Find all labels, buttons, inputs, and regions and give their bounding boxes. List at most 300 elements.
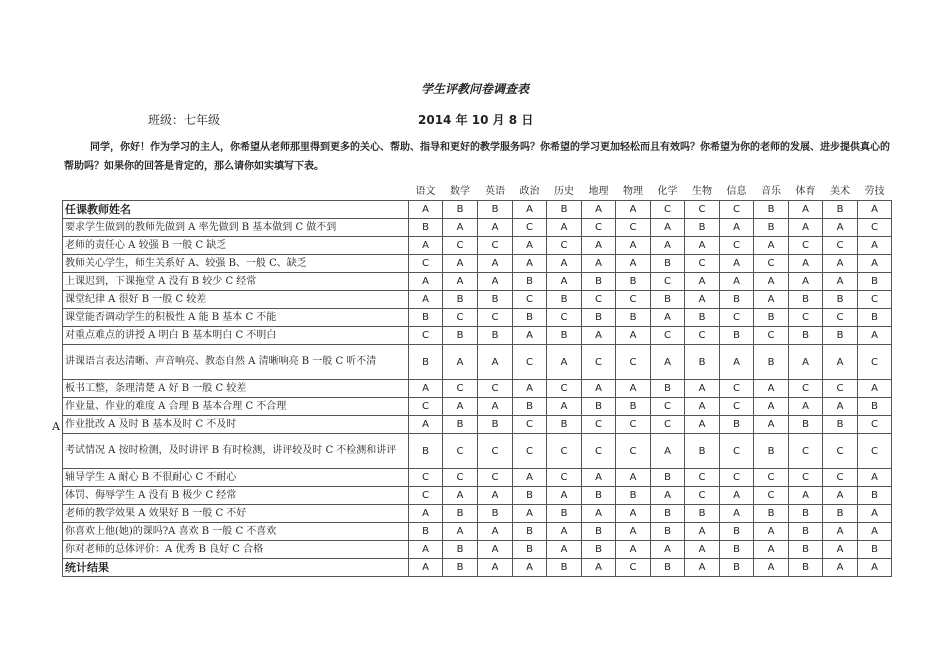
- rating-cell: A: [651, 345, 685, 380]
- rating-cell: B: [651, 380, 685, 398]
- subject-header-cell: 政治: [519, 185, 540, 197]
- question-label: 课堂能否调动学生的积极性 A 能 B 基本 C 不能: [63, 309, 409, 327]
- rating-cell: B: [513, 273, 547, 291]
- subject-header-cell: 物理: [623, 185, 643, 197]
- question-label: 作业批改 A 及时 B 基本及时 C 不及时: [63, 416, 409, 434]
- class-label: 班级：七年级: [148, 113, 221, 127]
- rating-cell: A: [616, 237, 651, 255]
- rating-cell: C: [720, 434, 754, 469]
- rating-cell: A: [720, 219, 754, 237]
- rating-cell: A: [754, 237, 789, 255]
- rating-cell: A: [823, 273, 858, 291]
- rating-cell: C: [616, 219, 651, 237]
- rating-cell: A: [478, 345, 513, 380]
- rating-cell: A: [409, 237, 443, 255]
- rating-cell: A: [858, 559, 892, 577]
- question-label: 对重点难点的讲授 A 明白 B 基本明白 C 不明白: [63, 327, 409, 345]
- rating-cell: A: [789, 255, 823, 273]
- table-row: [63, 327, 892, 345]
- rating-cell: C: [443, 434, 478, 469]
- rating-cell: C: [616, 345, 651, 380]
- rating-cell: A: [789, 487, 823, 505]
- rating-cell: C: [720, 398, 754, 416]
- table-row: [63, 398, 892, 416]
- rating-cell: C: [651, 273, 685, 291]
- rating-cell: A: [685, 416, 720, 434]
- question-label: 体罚、侮辱学生 A 没有 B 极少 C 经常: [63, 487, 409, 505]
- rating-cell: C: [858, 291, 892, 309]
- rating-cell: B: [823, 291, 858, 309]
- rating-cell: B: [513, 309, 547, 327]
- rating-cell: A: [823, 398, 858, 416]
- rating-cell: C: [478, 309, 513, 327]
- rating-cell: A: [582, 327, 616, 345]
- rating-cell: A: [754, 541, 789, 559]
- rating-cell: C: [478, 434, 513, 469]
- rating-cell: C: [651, 327, 685, 345]
- rating-cell: B: [409, 309, 443, 327]
- table-row: [63, 541, 892, 559]
- rating-cell: B: [582, 398, 616, 416]
- rating-cell: A: [582, 237, 616, 255]
- rating-cell: B: [513, 487, 547, 505]
- rating-cell: B: [582, 487, 616, 505]
- rating-cell: B: [651, 559, 685, 577]
- rating-cell: A: [651, 237, 685, 255]
- table-row: [63, 219, 892, 237]
- rating-cell: B: [754, 201, 789, 219]
- rating-cell: B: [823, 505, 858, 523]
- rating-cell: C: [582, 416, 616, 434]
- rating-cell: B: [478, 416, 513, 434]
- rating-cell: B: [443, 505, 478, 523]
- question-label: 老师的责任心 A 较强 B 一般 C 缺乏: [63, 237, 409, 255]
- header-blank-cell: [63, 178, 409, 201]
- rating-cell: A: [582, 559, 616, 577]
- rating-cell: C: [685, 255, 720, 273]
- rating-cell: C: [858, 416, 892, 434]
- rating-cell: A: [720, 255, 754, 273]
- rating-cell: A: [720, 487, 754, 505]
- rating-cell: A: [823, 487, 858, 505]
- rating-cell: A: [547, 273, 582, 291]
- rating-cell: A: [789, 273, 823, 291]
- rating-cell: B: [409, 434, 443, 469]
- rating-cell: A: [582, 380, 616, 398]
- rating-cell: B: [754, 505, 789, 523]
- rating-cell: A: [616, 327, 651, 345]
- rating-cell: A: [754, 559, 789, 577]
- rating-cell: A: [858, 201, 892, 219]
- rating-cell: A: [685, 380, 720, 398]
- rating-cell: A: [823, 559, 858, 577]
- rating-cell: A: [685, 523, 720, 541]
- question-label: 板书工整，条理清楚 A 好 B 一般 C 较差: [63, 380, 409, 398]
- rating-cell: B: [720, 541, 754, 559]
- rating-cell: C: [443, 469, 478, 487]
- rating-cell: C: [858, 345, 892, 380]
- rating-cell: B: [651, 255, 685, 273]
- rating-cell: A: [685, 291, 720, 309]
- rating-cell: C: [720, 237, 754, 255]
- rating-cell: B: [443, 541, 478, 559]
- rating-cell: B: [789, 523, 823, 541]
- table-row: [63, 434, 892, 469]
- rating-cell: B: [858, 309, 892, 327]
- rating-cell: B: [685, 309, 720, 327]
- rating-cell: A: [823, 345, 858, 380]
- rating-cell: C: [409, 327, 443, 345]
- rating-cell: B: [720, 416, 754, 434]
- rating-cell: C: [754, 469, 789, 487]
- rating-cell: C: [789, 237, 823, 255]
- rating-cell: C: [823, 309, 858, 327]
- question-label: 你对老师的总体评价：A 优秀 B 良好 C 合格: [63, 541, 409, 559]
- rating-cell: B: [443, 559, 478, 577]
- table-row: [63, 416, 892, 434]
- rating-cell: B: [754, 219, 789, 237]
- rating-cell: A: [823, 523, 858, 541]
- rating-cell: B: [582, 523, 616, 541]
- rating-cell: A: [754, 380, 789, 398]
- rating-cell: A: [513, 505, 547, 523]
- rating-cell: C: [754, 487, 789, 505]
- rating-cell: C: [616, 559, 651, 577]
- rating-cell: B: [616, 398, 651, 416]
- rating-cell: A: [858, 469, 892, 487]
- rating-cell: C: [685, 487, 720, 505]
- rating-cell: B: [823, 201, 858, 219]
- rating-cell: C: [858, 219, 892, 237]
- rating-cell: C: [513, 219, 547, 237]
- rating-cell: B: [616, 273, 651, 291]
- rating-cell: C: [409, 398, 443, 416]
- rating-cell: A: [720, 273, 754, 291]
- rating-cell: A: [858, 380, 892, 398]
- rating-cell: A: [409, 416, 443, 434]
- rating-cell: A: [789, 201, 823, 219]
- rating-cell: A: [478, 255, 513, 273]
- rating-cell: A: [582, 469, 616, 487]
- rating-cell: A: [789, 345, 823, 380]
- rating-cell: A: [651, 434, 685, 469]
- rating-cell: B: [789, 541, 823, 559]
- rating-cell: A: [409, 291, 443, 309]
- rating-cell: C: [478, 237, 513, 255]
- rating-cell: B: [823, 327, 858, 345]
- table-row: [63, 505, 892, 523]
- rating-cell: B: [513, 398, 547, 416]
- subject-header-cell: 劳技: [864, 185, 885, 197]
- rating-cell: B: [754, 345, 789, 380]
- rating-cell: C: [582, 291, 616, 309]
- rating-cell: C: [443, 380, 478, 398]
- rating-cell: C: [547, 380, 582, 398]
- rating-cell: A: [789, 398, 823, 416]
- rating-cell: B: [547, 327, 582, 345]
- rating-cell: C: [789, 434, 823, 469]
- rating-cell: C: [582, 434, 616, 469]
- rating-cell: B: [858, 541, 892, 559]
- question-label: 任课教师姓名: [63, 201, 409, 219]
- rating-cell: A: [547, 541, 582, 559]
- rating-cell: A: [547, 487, 582, 505]
- rating-cell: B: [685, 505, 720, 523]
- rating-cell: B: [582, 541, 616, 559]
- subject-header-cell: 生物: [692, 185, 712, 197]
- rating-cell: A: [409, 505, 443, 523]
- rating-cell: C: [547, 469, 582, 487]
- rating-cell: A: [685, 559, 720, 577]
- rating-cell: A: [547, 345, 582, 380]
- rating-cell: A: [651, 309, 685, 327]
- rating-cell: B: [651, 469, 685, 487]
- rating-cell: C: [720, 309, 754, 327]
- rating-cell: A: [616, 255, 651, 273]
- subject-header-cell: 英语: [485, 185, 505, 197]
- intro-paragraph: 同学，你好！作为学习的主人，你希望从老师那里得到更多的关心、帮助、指导和更好的教学服务吗？你希望的学习更加轻松而且有效吗？你希望为你的老师的发展、进步提供真心的帮助吗？如果你的回答是肯定的，那么请你如实填写下表。: [64, 142, 890, 172]
- page-title: 学生评教问卷调查表: [420, 82, 529, 96]
- rating-cell: A: [409, 559, 443, 577]
- rating-cell: B: [754, 434, 789, 469]
- rating-cell: A: [582, 201, 616, 219]
- rating-cell: A: [513, 380, 547, 398]
- subject-header-cell: 语文: [415, 185, 436, 197]
- rating-cell: C: [582, 345, 616, 380]
- rating-cell: A: [823, 219, 858, 237]
- rating-cell: A: [616, 201, 651, 219]
- rating-cell: C: [443, 309, 478, 327]
- rating-cell: C: [823, 434, 858, 469]
- rating-cell: A: [547, 219, 582, 237]
- rating-cell: B: [409, 345, 443, 380]
- rating-cell: A: [754, 523, 789, 541]
- rating-cell: A: [443, 345, 478, 380]
- rating-cell: C: [720, 469, 754, 487]
- question-label: 老师的教学效果 A 效果好 B 一般 C 不好: [63, 505, 409, 523]
- rating-cell: C: [823, 469, 858, 487]
- rating-cell: A: [754, 291, 789, 309]
- rating-cell: B: [651, 291, 685, 309]
- rating-cell: B: [651, 523, 685, 541]
- rating-cell: B: [720, 523, 754, 541]
- rating-cell: A: [616, 469, 651, 487]
- rating-cell: A: [443, 273, 478, 291]
- rating-cell: B: [754, 309, 789, 327]
- rating-cell: A: [651, 541, 685, 559]
- rating-cell: A: [478, 487, 513, 505]
- rating-cell: A: [582, 505, 616, 523]
- rating-cell: B: [858, 487, 892, 505]
- rating-cell: A: [547, 398, 582, 416]
- rating-cell: A: [478, 398, 513, 416]
- rating-cell: B: [443, 416, 478, 434]
- rating-cell: B: [409, 523, 443, 541]
- subject-header-cell: 历史: [554, 185, 574, 197]
- rating-cell: A: [513, 237, 547, 255]
- rating-cell: C: [478, 380, 513, 398]
- rating-cell: A: [443, 255, 478, 273]
- rating-cell: A: [582, 255, 616, 273]
- rating-cell: C: [616, 291, 651, 309]
- subject-header-cell: 地理: [588, 185, 609, 197]
- rating-cell: A: [823, 541, 858, 559]
- rating-cell: A: [616, 505, 651, 523]
- rating-cell: B: [547, 291, 582, 309]
- rating-cell: B: [547, 559, 582, 577]
- rating-cell: B: [858, 273, 892, 291]
- rating-cell: C: [478, 469, 513, 487]
- subject-header-cell: 体育: [795, 185, 816, 197]
- subject-header-cell: 信息: [726, 185, 747, 197]
- rating-cell: A: [651, 219, 685, 237]
- rating-cell: A: [754, 416, 789, 434]
- rating-cell: B: [858, 398, 892, 416]
- rating-cell: B: [478, 327, 513, 345]
- survey-table: [62, 178, 892, 577]
- rating-cell: B: [789, 559, 823, 577]
- question-label: 辅导学生 A 耐心 B 不很耐心 C 不耐心: [63, 469, 409, 487]
- rating-cell: C: [685, 327, 720, 345]
- rating-cell: C: [547, 434, 582, 469]
- table-row: [63, 487, 892, 505]
- table-row: [63, 523, 892, 541]
- table-row: [63, 255, 892, 273]
- survey-table-body: [63, 178, 892, 577]
- rating-cell: B: [547, 505, 582, 523]
- rating-cell: B: [478, 505, 513, 523]
- rating-cell: C: [685, 469, 720, 487]
- rating-cell: A: [478, 219, 513, 237]
- table-row: [63, 380, 892, 398]
- rating-cell: A: [443, 487, 478, 505]
- subject-header-row: [63, 178, 892, 201]
- rating-cell: A: [478, 541, 513, 559]
- table-row: [63, 345, 892, 380]
- rating-cell: C: [513, 416, 547, 434]
- rating-cell: C: [858, 434, 892, 469]
- rating-cell: A: [616, 380, 651, 398]
- rating-cell: B: [582, 273, 616, 291]
- rating-cell: C: [513, 434, 547, 469]
- rating-cell: B: [443, 327, 478, 345]
- rating-cell: A: [478, 559, 513, 577]
- rating-cell: B: [685, 219, 720, 237]
- subject-header-cell: 数学: [450, 185, 470, 197]
- rating-cell: C: [616, 416, 651, 434]
- rating-cell: B: [720, 327, 754, 345]
- rating-cell: C: [513, 291, 547, 309]
- table-row: [63, 291, 892, 309]
- subject-header-cell: 化学: [657, 185, 678, 197]
- rating-cell: B: [720, 291, 754, 309]
- rating-cell: B: [513, 541, 547, 559]
- rating-cell: B: [443, 291, 478, 309]
- rating-cell: C: [547, 309, 582, 327]
- rating-cell: C: [789, 469, 823, 487]
- rating-cell: B: [789, 291, 823, 309]
- rating-cell: A: [858, 523, 892, 541]
- rating-cell: A: [478, 523, 513, 541]
- rating-cell: A: [789, 219, 823, 237]
- rating-cell: A: [443, 523, 478, 541]
- rating-cell: B: [685, 345, 720, 380]
- table-row: [63, 237, 892, 255]
- rating-cell: C: [754, 327, 789, 345]
- rating-cell: A: [443, 219, 478, 237]
- rating-cell: B: [789, 327, 823, 345]
- table-row: [63, 273, 892, 291]
- question-label: 上课迟到，下课拖堂 A 没有 B 较少 C 经常: [63, 273, 409, 291]
- rating-cell: C: [651, 201, 685, 219]
- question-label: 讲课语言表达清晰、声音响亮、教态自然 A 清晰响亮 B 一般 C 听不清: [63, 345, 409, 380]
- rating-cell: A: [685, 237, 720, 255]
- rating-cell: B: [616, 487, 651, 505]
- rating-cell: A: [513, 559, 547, 577]
- rating-cell: B: [582, 309, 616, 327]
- rating-cell: A: [513, 255, 547, 273]
- rating-cell: B: [823, 416, 858, 434]
- rating-cell: A: [547, 255, 582, 273]
- rating-cell: A: [651, 487, 685, 505]
- rating-cell: A: [858, 505, 892, 523]
- rating-cell: A: [685, 541, 720, 559]
- rating-cell: B: [478, 291, 513, 309]
- subject-header-cell: 音乐: [761, 185, 781, 197]
- rating-cell: A: [858, 327, 892, 345]
- rating-cell: A: [685, 398, 720, 416]
- question-label: 教师关心学生，师生关系好 A、较强 B、一般 C、缺乏: [63, 255, 409, 273]
- margin-mark: A: [52, 420, 60, 433]
- rating-cell: A: [443, 398, 478, 416]
- rating-cell: A: [513, 201, 547, 219]
- rating-cell: B: [513, 523, 547, 541]
- rating-cell: C: [443, 237, 478, 255]
- rating-cell: A: [685, 273, 720, 291]
- rating-cell: A: [409, 380, 443, 398]
- rating-cell: A: [409, 201, 443, 219]
- rating-cell: C: [823, 237, 858, 255]
- rating-cell: B: [478, 201, 513, 219]
- rating-cell: B: [685, 434, 720, 469]
- rating-cell: C: [720, 201, 754, 219]
- rating-cell: B: [651, 505, 685, 523]
- rating-cell: C: [616, 434, 651, 469]
- table-row: [63, 309, 892, 327]
- rating-cell: C: [685, 201, 720, 219]
- rating-cell: C: [754, 255, 789, 273]
- question-label: 要求学生做到的教师先做到 A 率先做到 B 基本做到 C 做不到: [63, 219, 409, 237]
- rating-cell: A: [720, 345, 754, 380]
- question-label: 考试情况 A 按时检测，及时讲评 B 有时检测，讲评较及时 C 不检测和讲评: [63, 434, 409, 469]
- rating-cell: A: [513, 327, 547, 345]
- rating-cell: C: [582, 219, 616, 237]
- question-label: 课堂纪律 A 很好 B 一般 C 较差: [63, 291, 409, 309]
- rating-cell: C: [789, 380, 823, 398]
- rating-cell: A: [616, 523, 651, 541]
- rating-cell: C: [409, 487, 443, 505]
- rating-cell: A: [616, 541, 651, 559]
- rating-cell: C: [789, 309, 823, 327]
- rating-cell: A: [409, 541, 443, 559]
- rating-cell: B: [443, 201, 478, 219]
- rating-cell: B: [547, 416, 582, 434]
- rating-cell: B: [409, 219, 443, 237]
- rating-cell: A: [754, 273, 789, 291]
- rating-cell: B: [720, 559, 754, 577]
- rating-cell: B: [547, 201, 582, 219]
- rating-cell: C: [547, 237, 582, 255]
